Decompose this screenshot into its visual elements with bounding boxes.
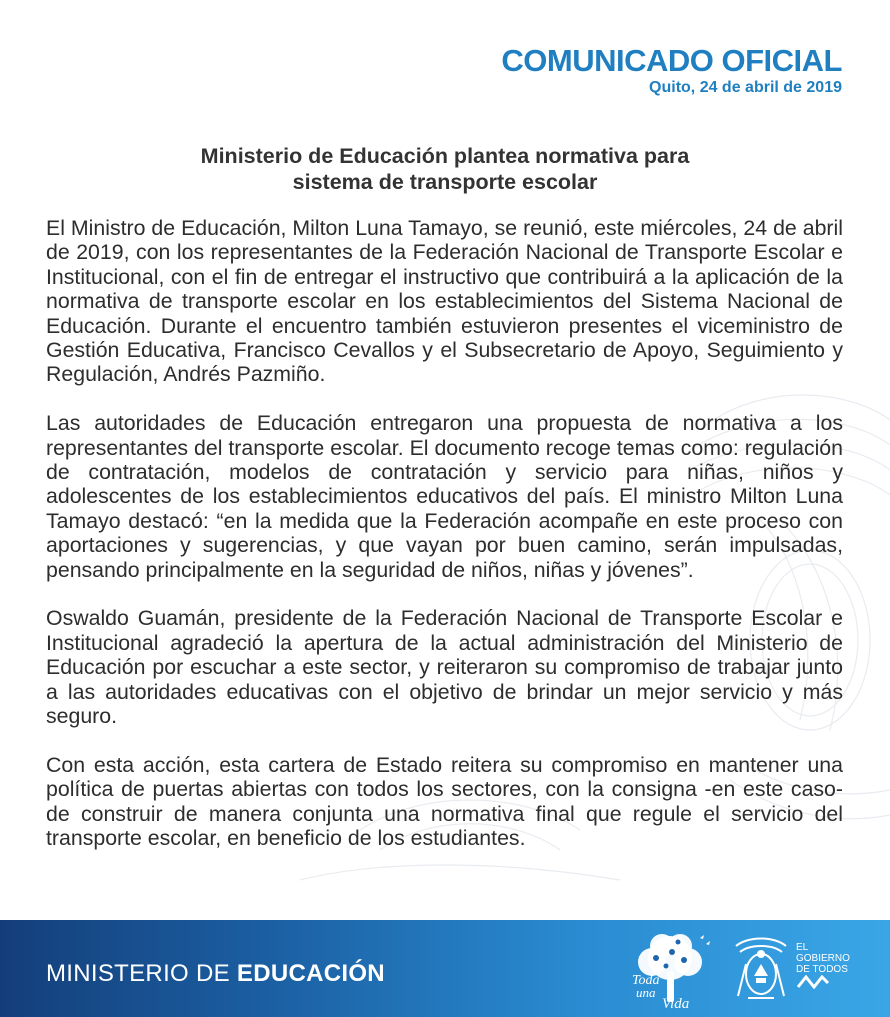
- paragraph: Oswaldo Guamán, presidente de la Federación Nacional de Transporte Escolar e Institucional agradeció la apertura de la actual administración del Ministerio de Educación por escuchar a este sector, y reiteraron su compromiso de trabajar junto a las autoridades educativas con el objetivo de brindar un mejor servicio y más seguro.: [46, 606, 843, 729]
- campaign-word-1: Toda: [632, 973, 660, 988]
- gov-line-2: GOBIERNO: [796, 953, 850, 964]
- document-type-title: COMUNICADO OFICIAL: [501, 43, 842, 78]
- body-text: [46, 216, 843, 875]
- campaign-word-2: una: [636, 985, 656, 1000]
- ministry-name: [46, 960, 385, 988]
- gov-line-3: DE TODOS: [796, 964, 848, 975]
- gov-line-1: EL: [796, 942, 809, 953]
- paragraph: El Ministro de Educación, Milton Luna Tamayo, se reunió, este miércoles, 24 de abril de 2019, con los representantes de la Federación Nacional de Transporte Escolar e Institucional, con el fin de entregar el instructivo que contribuirá a la aplicación de la normativa de transporte escolar en los establecimientos del Sistema Nacional de Educación. Durante el encuentro también estuvieron presentes el viceministro de Gestión Educativa, Francisco Cevallos y el Subsecretario de Apoyo, Seguimiento y Regulación, Andrés Pazmiño.: [46, 216, 843, 387]
- coat-of-arms-icon: [730, 934, 792, 1010]
- date-line: Quito, 24 de abril de 2019: [649, 79, 842, 96]
- government-text: [796, 942, 850, 992]
- header: [501, 44, 842, 98]
- ministry-prefix: MINISTERIO DE: [46, 960, 237, 987]
- government-logo: [730, 934, 870, 1012]
- paragraph: Las autoridades de Educación entregaron una propuesta de normativa a los representantes del transporte escolar. El documento recoge temas como: regulación de contratación, modelos de contratación y servicio para niñas, niños y adolescentes de los establecimientos educativos del país. El ministro Milton Luna Tamayo destacó: “en la medida que la Federación acompañe en este proceso con aportaciones y sugerencias, y que vayan por buen camino, serán impulsadas, pensando principalmente en la seguridad de niños, niñas y jóvenes”.: [46, 411, 843, 582]
- headline-line-2: sistema de transporte escolar: [292, 170, 598, 194]
- ministry-bold: EDUCACIÓN: [236, 960, 385, 987]
- toda-una-vida-tree-logo: [622, 928, 718, 1012]
- footer-banner: [0, 920, 890, 1017]
- headline-line-1: Ministerio de Educación plantea normativa para: [200, 144, 690, 168]
- paragraph: Con esta acción, esta cartera de Estado reitera su compromiso en mantener una política de puertas abiertas con todos los sectores, con la consigna -en este caso- de construir de manera conjunta una normativa final que regule el servicio del transporte escolar, en beneficio de los estudiantes.: [46, 752, 843, 851]
- wave-icon: [796, 975, 830, 989]
- campaign-word-3: Vida: [662, 996, 690, 1012]
- headline: [0, 143, 890, 195]
